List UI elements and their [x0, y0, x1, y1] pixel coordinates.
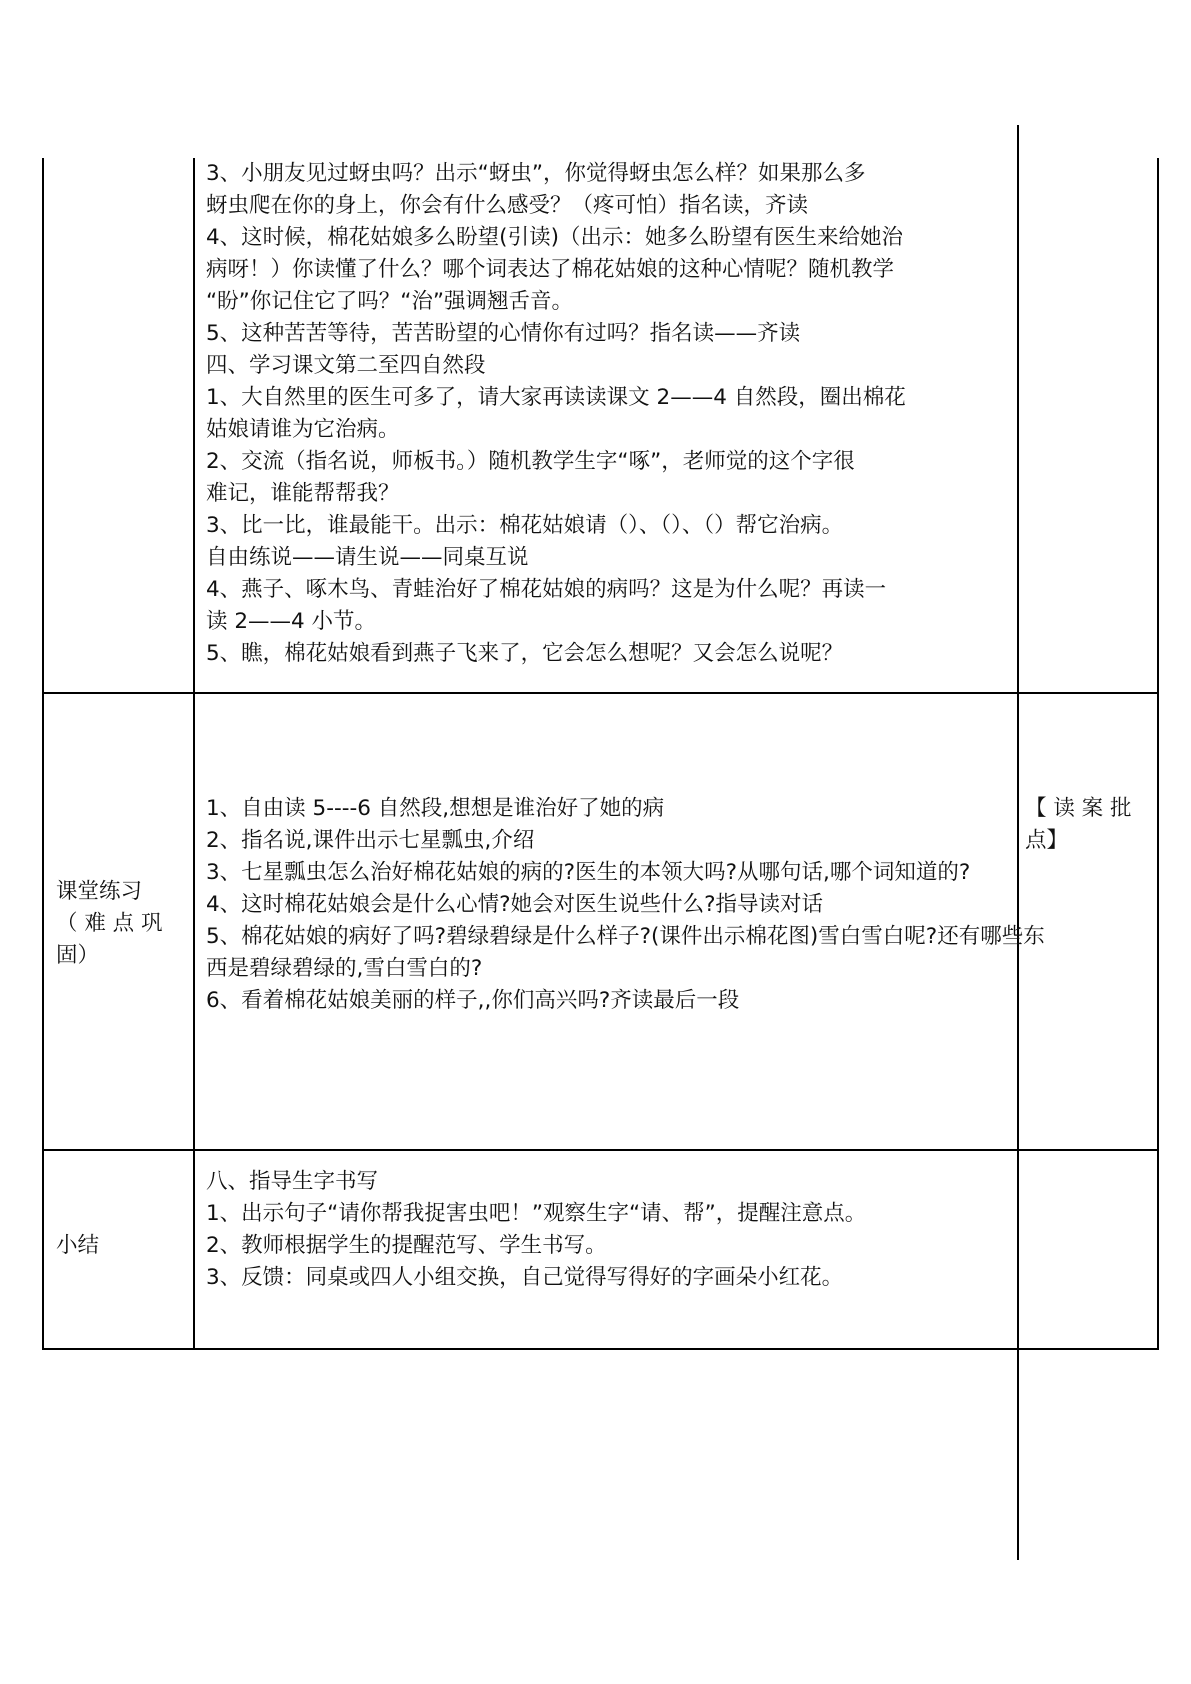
text-line: 1、出示句子“请你帮我捉害虫吧！”观察生字“请、帮”，提醒注意点。	[206, 1201, 867, 1226]
table-left-border	[42, 158, 44, 1348]
text-line: 5、瞧，棉花姑娘看到燕子飞来了，它会怎么想呢？又会怎么说呢？	[206, 641, 844, 666]
table-bottom-border	[42, 1348, 1159, 1350]
note-text: 【 读 案 批	[1025, 796, 1132, 821]
text-line: 2、交流（指名说，师板书。）随机教学生字“啄”，老师觉的这个字很	[206, 449, 855, 474]
text-line: 6、看着棉花姑娘美丽的样子,,你们高兴吗?齐读最后一段	[206, 988, 740, 1013]
text-line: 2、教师根据学生的提醒范写、学生书写。	[206, 1233, 607, 1258]
text-line: 5、棉花姑娘的病好了吗?碧绿碧绿是什么样子?(课件出示棉花图)雪白雪白呢?还有哪些东	[206, 924, 1045, 949]
text-line: 5、这种苦苦等待，苦苦盼望的心情你有过吗？指名读——齐读	[206, 321, 801, 346]
text-line: 1、大自然里的医生可多了，请大家再读读课文 2——4 自然段，圈出棉花	[206, 385, 906, 410]
text-line: 3、比一比，谁最能干。出示：棉花姑娘请（）、（）、（）帮它治病。	[206, 513, 844, 538]
text-line: 八、指导生字书写	[206, 1169, 379, 1194]
text-line: 3、反馈：同桌或四人小组交换，自己觉得写得好的字画朵小红花。	[206, 1265, 844, 1290]
text-line: 4、这时候，棉花姑娘多么盼望(引读)（出示：她多么盼望有医生来给她治	[206, 225, 903, 250]
row-label: 课堂练习	[56, 879, 143, 904]
row2-label-cell	[56, 876, 186, 972]
row-label: 小结	[56, 1233, 100, 1258]
text-line: 西是碧绿碧绿的,雪白雪白的?	[206, 956, 483, 981]
text-line: 自由练说——请生说——同桌互说	[206, 545, 529, 570]
table-column-divider-label	[193, 158, 195, 1348]
table-right-border	[1157, 158, 1159, 1348]
row3-label-cell	[56, 1230, 186, 1262]
row2-note-cell	[1025, 793, 1157, 857]
text-line: 蚜虫爬在你的身上，你会有什么感受？（疼可怕）指名读，齐读	[206, 193, 809, 218]
row-divider-2	[42, 1149, 1159, 1151]
text-line: 3、小朋友见过蚜虫吗？出示“蚜虫”，你觉得蚜虫怎么样？如果那么多	[206, 161, 866, 186]
text-line: 读 2——4 小节。	[206, 609, 377, 634]
row2-content-cell	[206, 793, 1045, 1017]
text-line: 4、燕子、啄木鸟、青蛙治好了棉花姑娘的病吗？这是为什么呢？再读一	[206, 577, 887, 602]
row-label: 固）	[56, 943, 100, 968]
row-label: （ 难 点 巩	[56, 911, 163, 936]
text-line: 四、学习课文第二至四自然段	[206, 353, 486, 378]
text-line: 3、七星瓢虫怎么治好棉花姑娘的病的?医生的本领大吗?从哪句话,哪个词知道的?	[206, 860, 971, 885]
text-line: 病呀！）你读懂了什么？哪个词表达了棉花姑娘的这种心情呢？随机教学	[206, 257, 895, 282]
text-line: 难记，谁能帮帮我？	[206, 481, 400, 506]
text-line: 2、指名说,课件出示七星瓢虫,介绍	[206, 828, 535, 853]
row-divider-1	[42, 692, 1159, 694]
text-line: 4、这时棉花姑娘会是什么心情?她会对医生说些什么?指导读对话	[206, 892, 824, 917]
row1-content-cell	[206, 158, 906, 670]
text-line: “盼”你记住它了吗？“治”强调翘舌音。	[206, 289, 574, 314]
row3-content-cell	[206, 1166, 866, 1294]
text-line: 姑娘请谁为它治病。	[206, 417, 400, 442]
note-text: 点】	[1025, 828, 1069, 853]
text-line: 1、自由读 5----6 自然段,想想是谁治好了她的病	[206, 796, 665, 821]
